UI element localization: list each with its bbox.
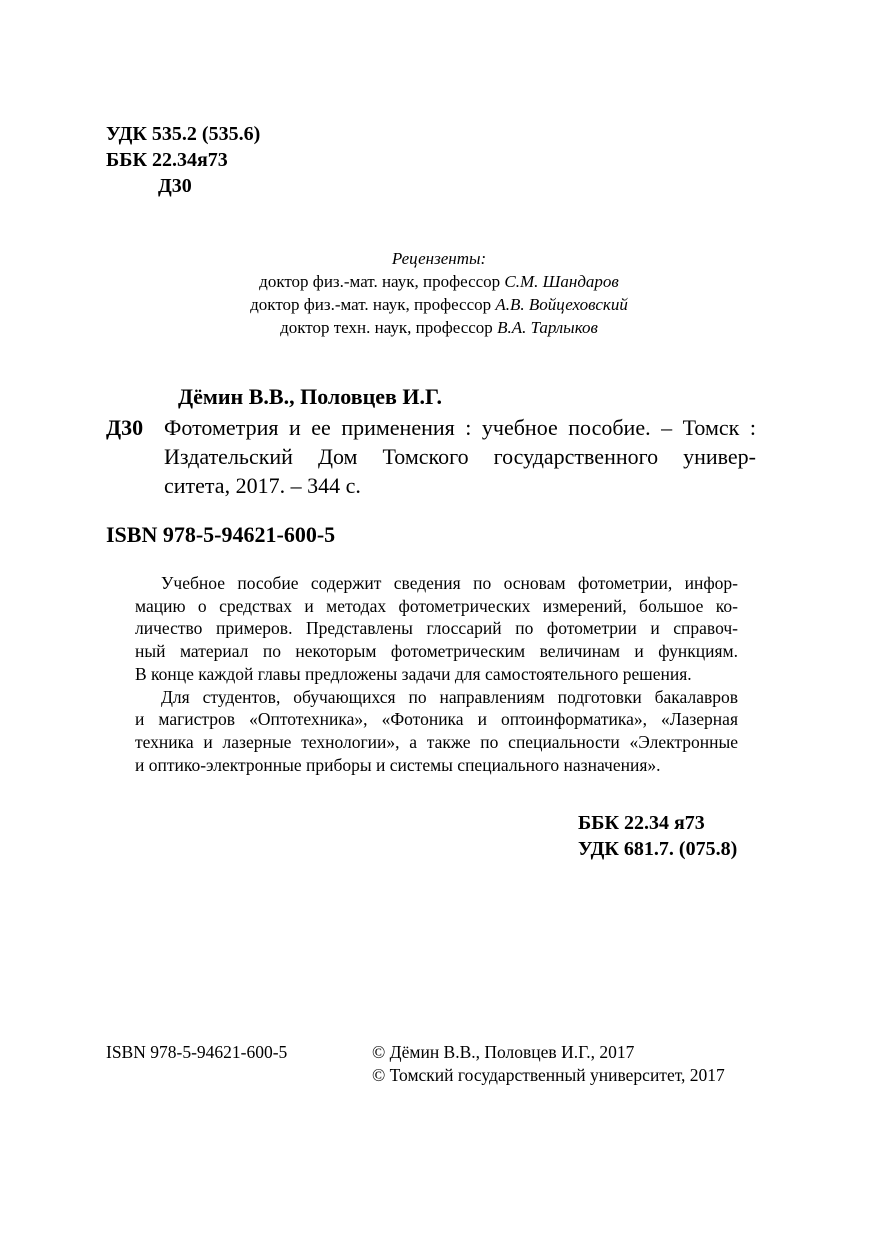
index-codes-block [578, 810, 737, 862]
udk-code: УДК 535.2 (535.6) [106, 123, 261, 145]
isbn-heading: ISBN 978-5-94621-600-5 [106, 522, 336, 547]
description-line: Фотометрия и ее применения : учебное пособие. – Томск : [164, 415, 756, 440]
book-authors: Дёмин В.В., Половцев И.Г. [178, 384, 443, 409]
annotation-line: В конце каждой главы предложены задачи для самостоятельного решения. [135, 663, 692, 684]
reviewer-degree: доктор физ.-мат. наук, профессор [250, 295, 492, 314]
reviewer-line [200, 293, 678, 316]
annotation-line: личество примеров. Представлены глоссарий по фотометрии и справоч- [135, 618, 738, 639]
description-line: ситета, 2017. – 344 с. [164, 473, 361, 498]
footer-isbn: ISBN 978-5-94621-600-5 [106, 1042, 288, 1062]
annotation-line: техника и лазерные технологии», а также по специальности «Электронные [135, 731, 738, 752]
copyright-authors: © Дёмин В.В., Половцев И.Г., 2017 [372, 1042, 635, 1062]
annotation-line: и оптико-электронные приборы и системы специального назначения». [135, 754, 661, 775]
reviewer-name: В.А. Тарлыков [497, 318, 598, 337]
reviewer-line [200, 270, 678, 293]
bibliographic-entry [106, 413, 756, 500]
bbk-index: ББК 22.34 я73 [578, 812, 705, 834]
author-mark: Д30 [158, 175, 192, 197]
reviewer-degree: доктор физ.-мат. наук, профессор [259, 272, 501, 291]
reviewer-name: А.В. Войцеховский [495, 295, 628, 314]
udk-index: УДК 681.7. (075.8) [578, 838, 738, 860]
entry-author-mark: Д30 [106, 415, 144, 440]
copyright-university: © Томский государственный университет, 2017 [372, 1065, 725, 1085]
bbk-code: ББК 22.34я73 [106, 149, 228, 171]
annotation-line: Учебное пособие содержит сведения по основам фотометрии, инфор- [161, 573, 738, 593]
copyright-block [372, 1041, 725, 1087]
reviewers-title: Рецензенты: [391, 249, 487, 268]
annotation-line: Для студентов, обучающихся по направлениям подготовки бакалавров [161, 686, 738, 707]
reviewer-degree: доктор техн. наук, профессор [280, 318, 493, 337]
reviewer-name: С.М. Шандаров [504, 272, 619, 291]
reviewer-line [200, 316, 678, 339]
classification-block [106, 121, 260, 199]
annotation-line: мацию о средствах и методах фотометрических измерений, большое ко- [135, 595, 738, 616]
annotation [135, 572, 738, 776]
annotation-line: ный материал по некоторым фотометрическим величинам и функциям. [135, 641, 738, 662]
description-line: Издательский Дом Томского государственного универ- [164, 444, 756, 469]
bibliographic-description [164, 413, 756, 500]
reviewers-block [200, 247, 678, 339]
annotation-line: и магистров «Оптотехника», «Фотоника и оптоинформатика», «Лазерная [135, 709, 738, 730]
